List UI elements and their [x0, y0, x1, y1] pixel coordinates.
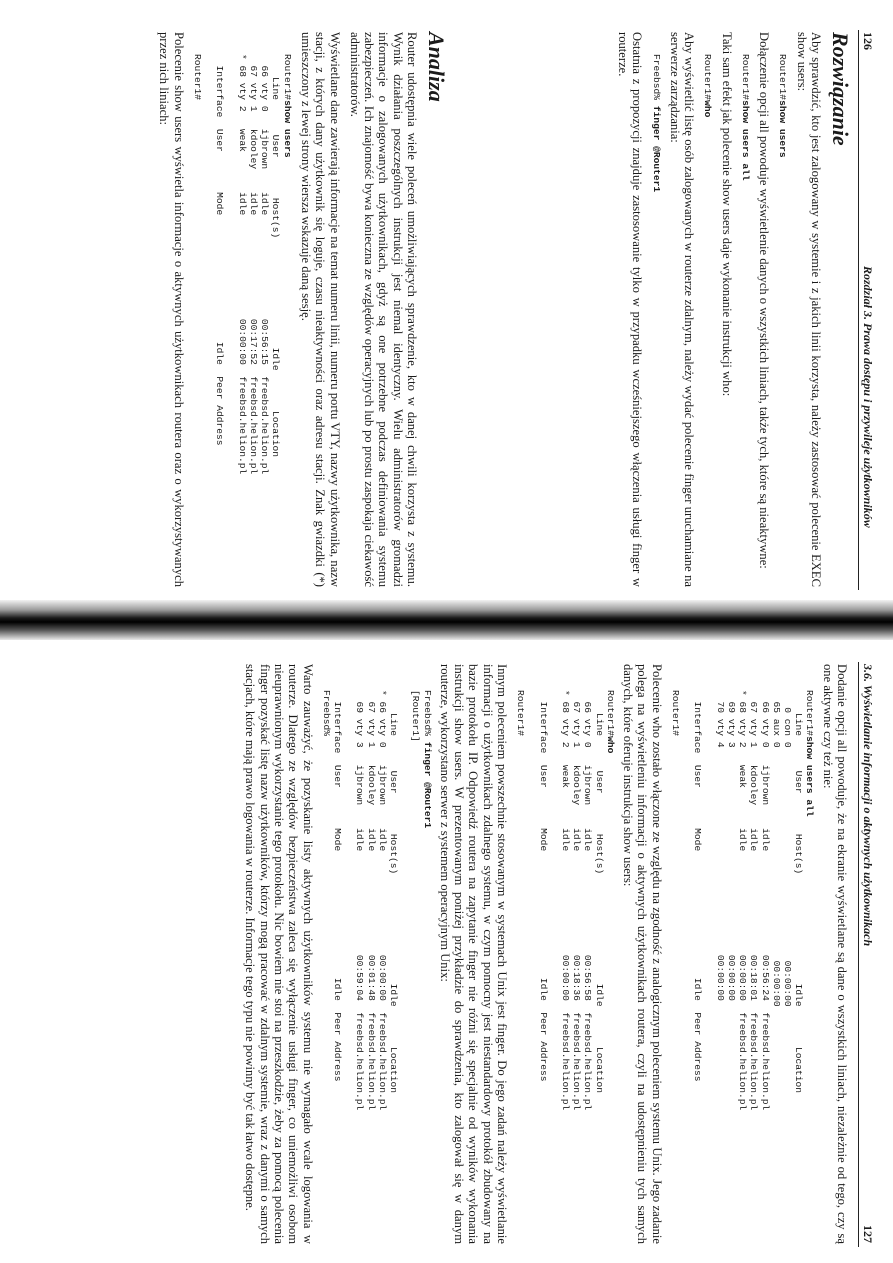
- code-command: [702, 54, 713, 587]
- paragraph: Innym poleceniem powszechnie stosowanym w systemach Unix jest finger. Do jego zadań należy wyświetlanie informacji o użytkownikach zdalnego systemu, w czym pomocny jest niestandardowy protokół zbudowany na bazie protokołu IP. Odpowiedź routera na zapytanie finger nie różni się specjalnie od wyników wykonania instrukcji show users. W prezentowanym poniżej przykładzie do sprawdzenia, kto zalogował się w danym routerze, wykorzystano serwer z systemem operacyjnym Unix:: [437, 664, 510, 1244]
- paragraph: Router udostępnia wiele poleceń umożliwiających sprawdzenie, kto w danej chwili korzysta z systemu. Wynik działania poszczególnych instrukcji jest niemal identyczny. Wielu administratorów gromadzi informacje o zalogowanych użytkownikach, gdyż są one potrzebne podczas definiowania systemu zabezpieczeń. Ich znajomość bywa konieczna ze względów operacyjnych lub po prostu zaspokaja ciekawość administratorów.: [347, 32, 419, 587]
- code-cmd: who: [604, 736, 616, 754]
- paragraph: Taki sam efekt jak polecenie show users daje wykonanie instrukcji who:: [719, 32, 734, 397]
- code-line: [203, 54, 214, 587]
- code-line: Interface User Mode Idle Peer Address: [692, 690, 704, 1082]
- code-line: [526, 690, 537, 1244]
- section-heading: Rozwiązanie: [828, 32, 853, 146]
- paragraph: Aby sprawdzić, kto jest zalogowany w systemie i z jakich linii korzysta, należy zastosować polecenie EXEC show users:: [794, 32, 823, 587]
- code-line: Interface User Mode Idle Peer Address: [331, 690, 343, 1082]
- code-line: 69 vty 3 00:00:00: [725, 690, 737, 1001]
- section-analiza: [157, 32, 449, 587]
- code-line: * 68 vty 2 weak idle 00:00:00 freebsd.helion.pl: [236, 54, 248, 475]
- code-line: [703, 690, 714, 1244]
- code-line: Interface User Mode Idle Peer Address: [537, 690, 549, 1082]
- paragraph: Ostatnia z propozycji znajduje zastosowanie tylko w przypadku wcześniejszego włączenia usługi finger w routerze.: [616, 32, 645, 587]
- code-line: Line User Host(s) Idle Location: [593, 690, 605, 1094]
- page-number: 127: [861, 1225, 875, 1243]
- header-rule: [858, 30, 859, 590]
- section-rozwiazanie: [616, 32, 853, 587]
- code-output: [192, 54, 282, 587]
- right-page-body: [243, 664, 849, 1244]
- code-output: [321, 690, 422, 1244]
- code-command: [740, 54, 751, 587]
- paragraph: Dołączenie opcji all powoduje wyświetlenie danych o wszystkich liniach, także tych, które są nieaktywne:: [757, 32, 772, 569]
- code-line: * 68 vty 2 weak idle 00:00:00 freebsd.helion.pl: [737, 690, 749, 1111]
- paragraph: Aby wyświetlić listę osób zalogowanych w routerze zdalnym, należy wydać polecenie finger uruchamiane na serwerze zarządzania:: [667, 32, 697, 587]
- code-command: [605, 690, 616, 1244]
- code-output: [515, 690, 605, 1244]
- left-page: [0, 0, 893, 600]
- right-page: [0, 640, 893, 1263]
- code-line: Line User Host(s) Idle Location: [387, 690, 399, 1094]
- code-line: Freebsd%: [320, 690, 332, 737]
- code-line: Line User Host(s) Idle Location: [793, 690, 805, 1094]
- code-line: Interface User Mode Idle Peer Address: [214, 54, 226, 446]
- paragraph: Wyświetlane dane zawierają informacje na temat numeru linii, numeru portu VTY, nazwy użytkownika, nazw stacji, z których dany użytkownik się loguje, czasu nieaktywności oraz adresu stacji. Znak gwiazdki (*) umieszczony z lewej strony wiersza wskazuje daną sesję.: [298, 32, 342, 587]
- code-command: [777, 54, 788, 587]
- code-prompt: Router1#: [739, 54, 751, 101]
- paragraph: Polecenie show users wyświetla informacje o aktywnych użytkownikach routera oraz o wykorzystywanych przez nich liniach:: [157, 32, 186, 587]
- code-line: 65 aux 0 00:00:00: [770, 690, 782, 1007]
- code-prompt: Router1#: [281, 54, 293, 101]
- section-heading: Analiza: [424, 32, 449, 102]
- code-command: [650, 54, 661, 587]
- code-line: Router1#: [515, 690, 527, 737]
- code-cmd: finger @Router1: [650, 105, 662, 193]
- header-rule: [858, 662, 859, 1247]
- code-line: 69 vty 3 ijbrown idle 00:59:04 freebsd.helion.pl: [354, 690, 366, 1111]
- paragraph: Polecenie who zostało włączone ze względu na zgodność z analogicznym poleceniem systemu Unix. Jego zadanie polega na wyświetleniu informacji o aktywnych użytkownikach routera, czyli na udostępnieniu tych samych danych, które oferuje instrukcja show users:: [621, 664, 664, 1244]
- code-line: 66 vty 0 ijbrown idle 00:56:24 freebsd.helion.pl: [759, 690, 771, 1111]
- code-cmd: show users: [281, 100, 293, 158]
- code-line: 0 con 0 00:00:00: [782, 690, 793, 1007]
- code-command: [804, 690, 815, 1244]
- code-line: 66 vty 0 ijbrown idle 00:56:15 freebsd.helion.pl: [259, 54, 271, 475]
- book-gutter-shadow: [0, 600, 893, 640]
- paragraph: Dodanie opcji all powoduje, że na ekranie wyświetlane są dane o wszystkich liniach, niezależnie od tego, czy są one aktywne czy też nie:: [820, 664, 849, 1244]
- code-prompt: Router1#: [702, 54, 714, 101]
- code-line: 67 vty 1 kdooley idle 00:17:52 freebsd.helion.pl: [248, 54, 260, 475]
- code-line: 67 vty 1 kdooley idle 00:18:36 freebsd.helion.pl: [571, 690, 583, 1111]
- code-line: Router1#: [669, 690, 681, 737]
- code-line: [681, 690, 692, 1244]
- code-prompt: Router1#: [804, 690, 816, 737]
- paragraph: Warto zauważyć, że pozyskanie listy aktywnych użytkowników systemu nie wymagało wcale logowania w routerze. Dlatego ze względów bezpieczeństwa zaleca się wyłączenie usługi finger, co uniemożliwi osobom nieuprawnionym wykorzystanie tego protokołu. Nic bowiem nie stoi na przeszkodzie, żeby za pomocą polecenia finger pozyskać listę nazw użytkowników, którzy mogą pracować w zdalnym systemie, wraz z danymi o samych stacjach, które mają prawo logowania w routerze. Informacje tego typu nie powinny być tak łatwo dostępne.: [243, 664, 315, 1244]
- code-prompt: Router1#: [777, 54, 789, 101]
- code-line: 70 vty 4 00:00:00: [714, 690, 726, 1001]
- code-command: [421, 690, 432, 1244]
- code-line: * 66 vty 0 ijbrown idle 00:00:00 freebsd.helion.pl: [376, 690, 388, 1111]
- code-line: 67 vty 1 kdooley idle 00:01:48 freebsd.helion.pl: [365, 690, 377, 1111]
- code-prompt: Freebsd%: [650, 54, 662, 101]
- code-output: [670, 690, 804, 1244]
- code-line: [Router1]: [410, 690, 422, 742]
- code-line: 67 vty 1 kdooley idle 00:18:01 freebsd.helion.pl: [748, 690, 760, 1111]
- code-cmd: show users: [777, 100, 789, 158]
- code-cmd: show users all: [804, 736, 816, 817]
- running-head: Rozdział 3. Prawa dostępu i przywileje użytkowników: [861, 266, 875, 528]
- code-cmd: show users all: [739, 100, 751, 181]
- code-line: Line User Host(s) Idle Location: [270, 54, 282, 458]
- code-line: 66 vty 0 ijbrown idle 00:56:58 freebsd.helion.pl: [582, 690, 594, 1111]
- code-cmd: who: [702, 100, 714, 118]
- code-line: * 68 vty 2 weak idle 00:00:00 freebsd.helion.pl: [560, 690, 572, 1111]
- code-line: [225, 54, 236, 587]
- page-number: 126: [861, 32, 875, 50]
- code-line: Router1#: [192, 54, 203, 101]
- code-prompt: Router1#: [604, 690, 616, 737]
- code-line: [549, 690, 560, 1244]
- code-line: [343, 690, 354, 1244]
- code-command: [281, 54, 292, 587]
- code-cmd: finger @Router1: [421, 741, 433, 829]
- code-prompt: Freebsd%: [421, 690, 433, 737]
- running-head: 3.6. Wyświetlanie informacji o aktywnych użytkownikach: [861, 664, 875, 947]
- code-line: [399, 690, 410, 1244]
